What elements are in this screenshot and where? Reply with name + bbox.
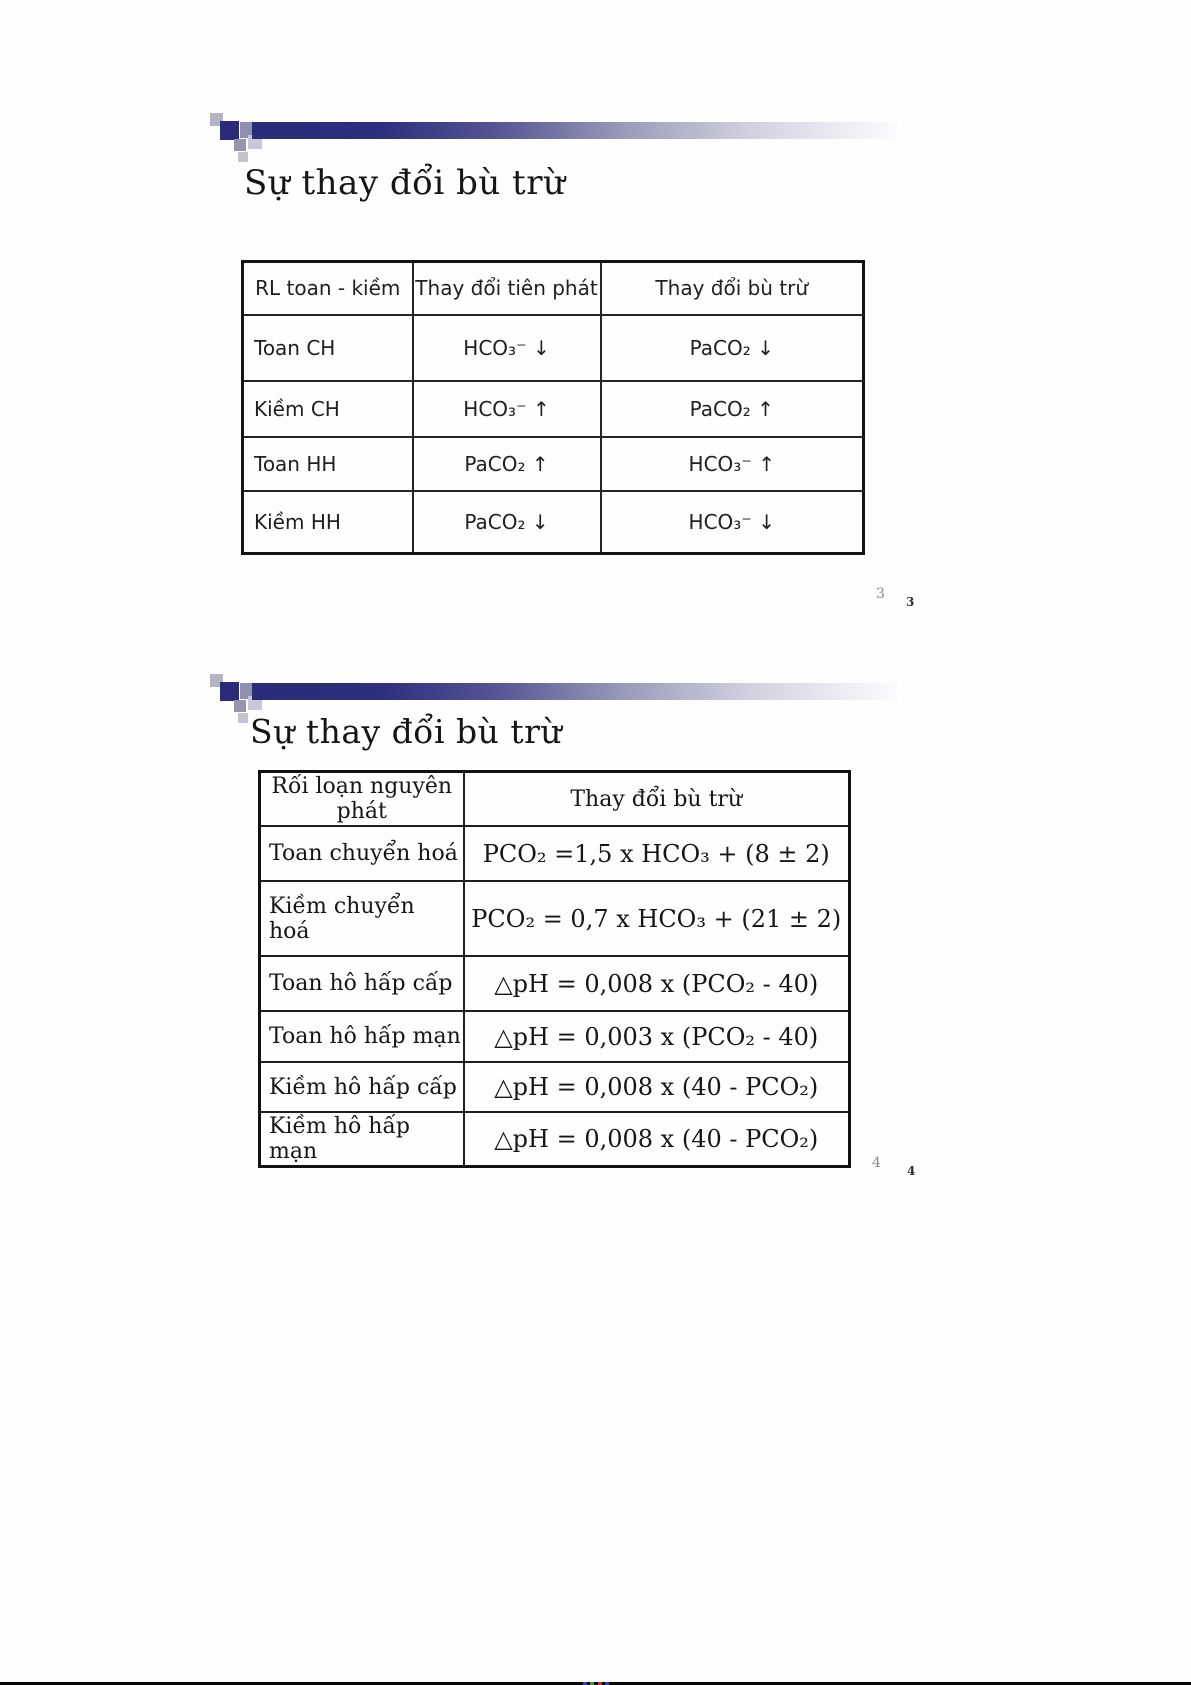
table-row <box>243 437 864 491</box>
cell-disorder: Kiềm HH <box>243 491 413 554</box>
cell-primary: PaCO₂ ↓ <box>413 491 601 554</box>
header-cell-disorder: RL toan - kiềm <box>243 262 413 315</box>
cell-compensatory: HCO₃⁻ ↓ <box>601 491 864 554</box>
pixel-square <box>234 700 246 712</box>
page-number: 4 <box>907 1164 916 1178</box>
table-row <box>243 315 864 381</box>
table-row <box>243 381 864 437</box>
header-cell-compensatory-change: Thay đổi bù trừ <box>464 772 850 827</box>
cell-formula: △pH = 0,008 x (40 - PCO₂) <box>464 1062 850 1112</box>
cell-formula: △pH = 0,008 x (40 - PCO₂) <box>464 1112 850 1167</box>
slide1-title: Sự thay đổi bù trừ <box>244 163 566 203</box>
table-row <box>260 826 850 881</box>
header-cell-primary-disorder: Rối loạn nguyên phát <box>260 772 464 827</box>
table-row <box>260 956 850 1011</box>
cell-formula: △pH = 0,003 x (PCO₂ - 40) <box>464 1011 850 1062</box>
slide1-header-decoration <box>206 108 906 168</box>
cell-formula: △pH = 0,008 x (PCO₂ - 40) <box>464 956 850 1011</box>
table-row <box>260 1011 850 1062</box>
table-header-row <box>243 262 864 315</box>
cell-disorder: Kiềm hô hấp mạn <box>260 1112 464 1167</box>
cell-compensatory: PaCO₂ ↑ <box>601 381 864 437</box>
cell-disorder: Toan hô hấp cấp <box>260 956 464 1011</box>
slide2-title: Sự thay đổi bù trừ <box>250 712 563 751</box>
cell-disorder: Toan chuyển hoá <box>260 826 464 881</box>
cell-primary: HCO₃⁻ ↑ <box>413 381 601 437</box>
cell-primary: HCO₃⁻ ↓ <box>413 315 601 381</box>
cell-disorder: Kiềm hô hấp cấp <box>260 1062 464 1112</box>
pixel-square <box>238 713 248 723</box>
table-row <box>260 1112 850 1167</box>
page-number: 3 <box>876 586 885 602</box>
compensation-formula-table <box>258 770 851 1168</box>
cell-disorder: Kiềm CH <box>243 381 413 437</box>
pixel-square <box>238 152 248 162</box>
header-cell-primary: Thay đổi tiên phát <box>413 262 601 315</box>
cell-disorder: Toan HH <box>243 437 413 491</box>
decoration-gradient-bar <box>252 683 897 700</box>
page-number: 3 <box>906 595 915 609</box>
table-row <box>260 881 850 956</box>
cell-primary: PaCO₂ ↑ <box>413 437 601 491</box>
header-cell-compensatory: Thay đổi bù trừ <box>601 262 864 315</box>
table-header-row <box>260 772 850 827</box>
page-number: 4 <box>872 1155 881 1171</box>
decoration-gradient-bar <box>252 122 897 139</box>
cell-disorder: Kiềm chuyển hoá <box>260 881 464 956</box>
cell-disorder: Toan CH <box>243 315 413 381</box>
pixel-square <box>220 682 239 701</box>
table-row <box>243 491 864 554</box>
pixel-square <box>220 121 239 140</box>
acid-base-compensation-table <box>241 260 865 555</box>
cell-formula: PCO₂ =1,5 x HCO₃ + (8 ± 2) <box>464 826 850 881</box>
cell-formula: PCO₂ = 0,7 x HCO₃ + (21 ± 2) <box>464 881 850 956</box>
cell-compensatory: PaCO₂ ↓ <box>601 315 864 381</box>
table-row <box>260 1062 850 1112</box>
pixel-square <box>234 139 246 151</box>
cell-compensatory: HCO₃⁻ ↑ <box>601 437 864 491</box>
cell-disorder: Toan hô hấp mạn <box>260 1011 464 1062</box>
